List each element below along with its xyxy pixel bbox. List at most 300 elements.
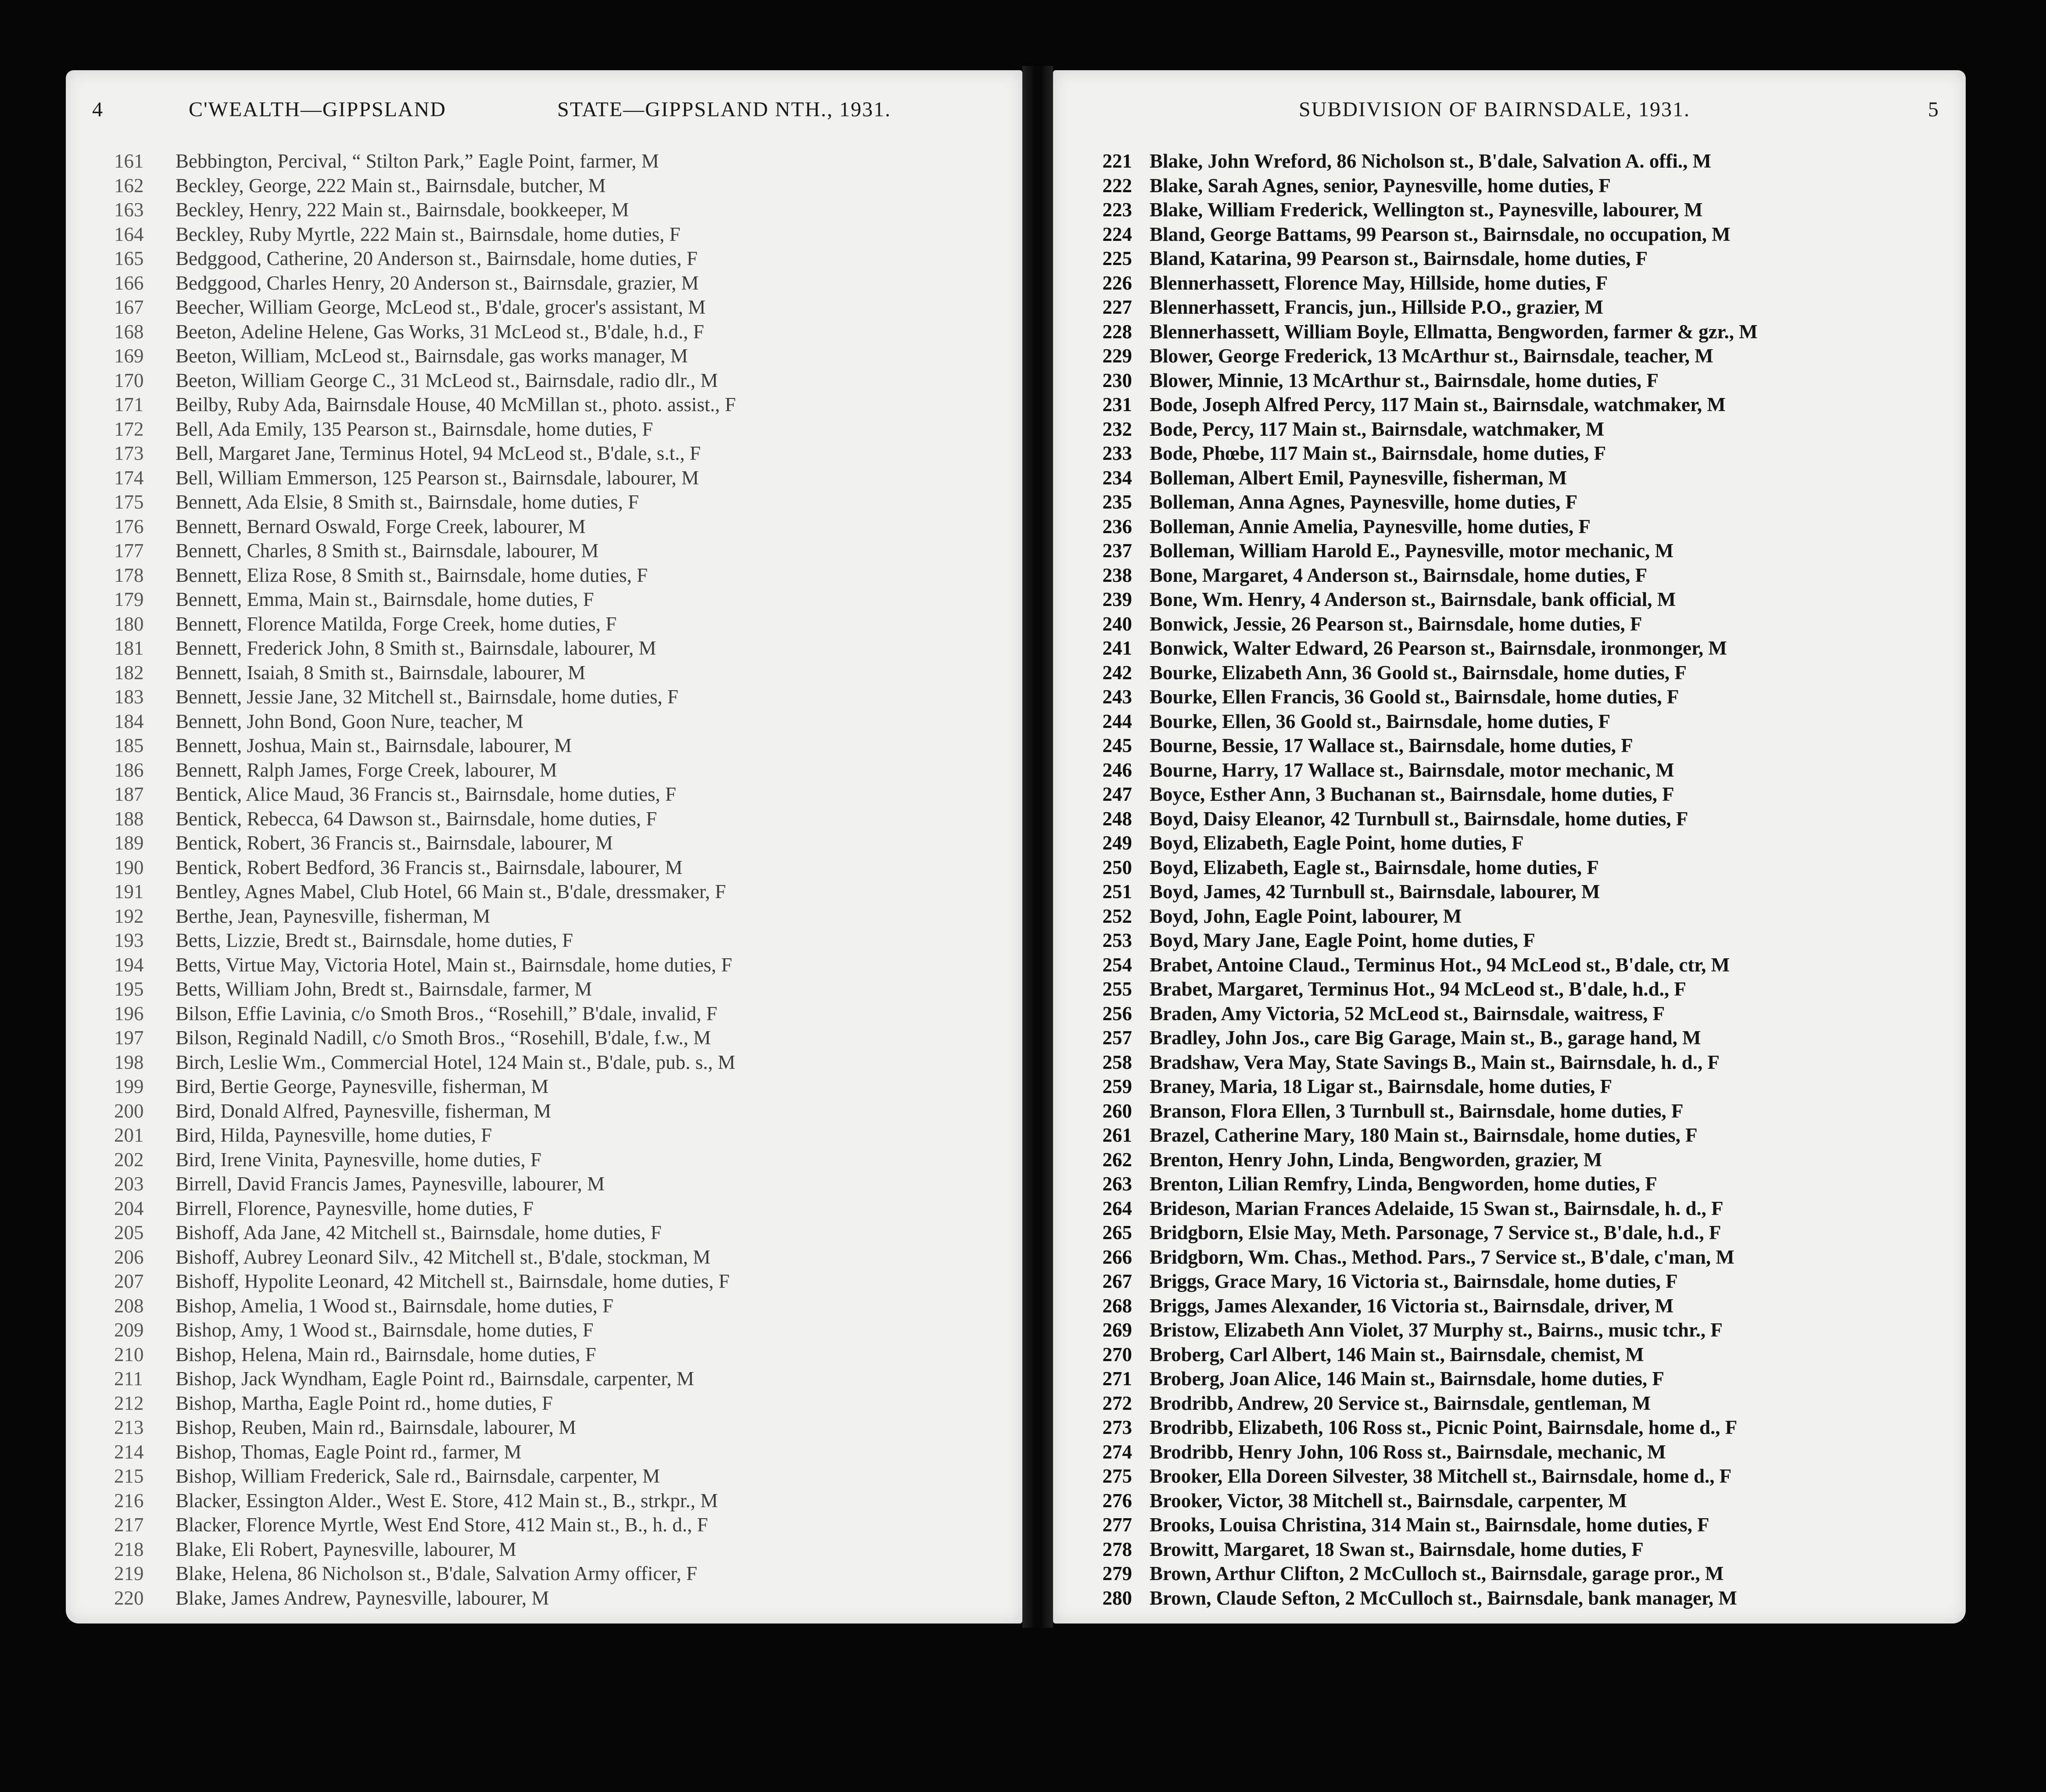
entry-text: Brooker, Ella Doreen Silvester, 38 Mitchell st., Bairnsdale, home d., F <box>1150 1465 1732 1487</box>
entry-number: 207 <box>114 1270 144 1292</box>
entry-text: Bishoff, Ada Jane, 42 Mitchell st., Bairnsdale, home duties, F <box>176 1222 662 1244</box>
entry-number: 216 <box>114 1489 144 1512</box>
entry-text: Blennerhassett, William Boyle, Ellmatta, Bengworden, farmer & gzr., M <box>1150 320 1758 343</box>
elector-entry <box>66 198 1022 222</box>
entry-text: Birch, Leslie Wm., Commercial Hotel, 124 Main st., B'dale, pub. s., M <box>176 1051 735 1073</box>
entry-number: 197 <box>114 1027 144 1049</box>
elector-entry <box>66 1416 1022 1440</box>
elector-entry <box>1053 393 1966 417</box>
elector-entry <box>1053 904 1966 929</box>
entry-text: Bland, George Battams, 99 Pearson st., Bairnsdale, no occupation, M <box>1150 223 1731 245</box>
entry-text: Bourne, Harry, 17 Wallace st., Bairnsdale, motor mechanic, M <box>1150 759 1674 781</box>
elector-entry <box>1053 710 1966 734</box>
entry-text: Bonwick, Walter Edward, 26 Pearson st., Bairnsdale, ironmonger, M <box>1150 637 1727 659</box>
entry-number: 200 <box>114 1100 144 1122</box>
elector-entry <box>1053 1367 1966 1391</box>
entry-text: Bennett, Charles, 8 Smith st., Bairnsdale, labourer, M <box>176 540 599 562</box>
elector-entry <box>1053 1538 1966 1562</box>
elector-entry <box>66 1343 1022 1367</box>
entry-text: Bishop, Amy, 1 Wood st., Bairnsdale, home duties, F <box>176 1319 594 1341</box>
entry-text: Brenton, Lilian Remfry, Linda, Bengworden, home duties, F <box>1150 1173 1657 1195</box>
entry-number: 237 <box>1102 540 1132 562</box>
elector-entry <box>1053 1075 1966 1099</box>
entry-text: Bone, Margaret, 4 Anderson st., Bairnsdale, home duties, F <box>1150 564 1648 586</box>
entry-text: Brooks, Louisa Christina, 314 Main st., Bairnsdale, home duties, F <box>1150 1514 1709 1536</box>
entry-number: 179 <box>114 588 144 610</box>
entry-number: 173 <box>114 442 144 464</box>
entry-text: Bentick, Rebecca, 64 Dawson st., Bairnsdale, home duties, F <box>176 807 657 830</box>
entry-number: 269 <box>1102 1319 1132 1341</box>
entry-text: Bone, Wm. Henry, 4 Anderson st., Bairnsdale, bank official, M <box>1150 588 1676 610</box>
elector-entry <box>66 1026 1022 1050</box>
entry-number: 253 <box>1102 929 1132 951</box>
entry-text: Beilby, Ruby Ada, Bairnsdale House, 40 McMillan st., photo. assist., F <box>176 394 736 416</box>
entry-number: 190 <box>114 856 144 878</box>
entry-text: Briggs, Grace Mary, 16 Victoria st., Bairnsdale, home duties, F <box>1150 1270 1678 1292</box>
elector-entry <box>1053 417 1966 442</box>
entry-text: Blake, Sarah Agnes, senior, Paynesville, home duties, F <box>1150 174 1611 197</box>
entry-number: 222 <box>1102 174 1132 197</box>
entry-number: 185 <box>114 735 144 756</box>
elector-entry <box>66 831 1022 856</box>
elector-entry <box>1053 1002 1966 1026</box>
entry-number: 164 <box>114 223 144 245</box>
entry-text: Bebbington, Percival, “ Stilton Park,” Eagle Point, farmer, M <box>176 150 659 172</box>
entry-number: 278 <box>1102 1538 1132 1560</box>
entry-text: Bennett, Bernard Oswald, Forge Creek, labourer, M <box>176 515 586 538</box>
entry-number: 241 <box>1102 637 1132 659</box>
elector-entry <box>1053 466 1966 491</box>
elector-entry <box>66 490 1022 515</box>
entry-number: 260 <box>1102 1100 1132 1122</box>
elector-entry <box>66 563 1022 588</box>
entry-text: Brenton, Henry John, Linda, Bengworden, grazier, M <box>1150 1148 1602 1171</box>
entry-number: 188 <box>114 807 144 830</box>
elector-entry <box>66 1269 1022 1294</box>
entry-number: 186 <box>114 759 144 781</box>
entry-number: 169 <box>114 345 144 367</box>
entry-number: 247 <box>1102 783 1132 805</box>
elector-entry <box>66 1562 1022 1586</box>
entry-number: 172 <box>114 418 144 440</box>
entry-text: Boyd, James, 42 Turnbull st., Bairnsdale, labourer, M <box>1150 881 1600 903</box>
elector-entry <box>66 734 1022 758</box>
elector-entry <box>66 247 1022 271</box>
entry-number: 210 <box>114 1343 144 1366</box>
entry-number: 201 <box>114 1124 144 1146</box>
entry-text: Bishop, Jack Wyndham, Eagle Point rd., Bairnsdale, carpenter, M <box>176 1368 694 1390</box>
elector-entry <box>1053 758 1966 783</box>
entry-number: 259 <box>1102 1075 1132 1097</box>
entry-text: Bode, Joseph Alfred Percy, 117 Main st., Bairnsdale, watchmaker, M <box>1150 394 1726 416</box>
entry-number: 223 <box>1102 199 1132 221</box>
entry-text: Boyd, Elizabeth, Eagle st., Bairnsdale, home duties, F <box>1150 856 1599 878</box>
elector-entry <box>66 928 1022 953</box>
elector-entry <box>66 1172 1022 1197</box>
entry-number: 243 <box>1102 686 1132 708</box>
entry-number: 191 <box>114 881 144 903</box>
elector-entry <box>1053 1562 1966 1586</box>
entry-number: 209 <box>114 1319 144 1341</box>
entry-number: 227 <box>1102 296 1132 318</box>
elector-entry <box>1053 1123 1966 1148</box>
entry-number: 255 <box>1102 978 1132 1000</box>
entry-text: Bell, Margaret Jane, Terminus Hotel, 94 McLeod st., B'dale, s.t., F <box>176 442 701 464</box>
elector-entry <box>1053 685 1966 710</box>
entry-number: 256 <box>1102 1002 1132 1025</box>
entry-text: Bridgborn, Elsie May, Meth. Parsonage, 7 Service st., B'dale, h.d., F <box>1150 1222 1721 1244</box>
entry-text: Bridgborn, Wm. Chas., Method. Pars., 7 Service st., B'dale, c'man, M <box>1150 1246 1734 1268</box>
elector-entry <box>1053 953 1966 978</box>
entry-number: 274 <box>1102 1441 1132 1463</box>
entry-text: Bourne, Bessie, 17 Wallace st., Bairnsdale, home duties, F <box>1150 735 1633 756</box>
elector-entry <box>1053 198 1966 222</box>
entry-number: 178 <box>114 564 144 586</box>
elector-entry <box>66 1464 1022 1489</box>
entry-text: Boyd, John, Eagle Point, labourer, M <box>1150 905 1462 927</box>
elector-entry <box>66 856 1022 880</box>
entry-number: 162 <box>114 174 144 197</box>
entry-text: Beecher, William George, McLeod st., B'dale, grocer's assistant, M <box>176 296 706 318</box>
elector-entry <box>66 1075 1022 1099</box>
entry-number: 167 <box>114 296 144 318</box>
book-gutter <box>1022 66 1053 1628</box>
elector-entry <box>66 1294 1022 1319</box>
entry-number: 213 <box>114 1416 144 1438</box>
entry-text: Brodribb, Elizabeth, 106 Ross st., Picnic Point, Bairnsdale, home d., F <box>1150 1416 1738 1438</box>
elector-entry <box>1053 1269 1966 1294</box>
entry-number: 249 <box>1102 832 1132 854</box>
elector-entry <box>1053 1391 1966 1416</box>
elector-entry <box>66 539 1022 563</box>
entry-text: Beeton, Adeline Helene, Gas Works, 31 McLeod st., B'dale, h.d., F <box>176 320 704 343</box>
elector-entry <box>1053 831 1966 856</box>
entry-text: Blower, George Frederick, 13 McArthur st., Bairnsdale, teacher, M <box>1150 345 1713 367</box>
entry-number: 193 <box>114 929 144 951</box>
entry-text: Bentick, Robert Bedford, 36 Francis st., Bairnsdale, labourer, M <box>176 856 683 878</box>
elector-entry <box>66 271 1022 296</box>
entry-number: 279 <box>1102 1563 1132 1584</box>
elector-entry <box>1053 369 1966 393</box>
elector-entry <box>66 588 1022 612</box>
entry-text: Boyce, Esther Ann, 3 Buchanan st., Bairnsdale, home duties, F <box>1150 783 1674 805</box>
header-electorate: C'WEALTH—GIPPSLAND <box>189 98 446 121</box>
elector-entry <box>66 174 1022 198</box>
header-subdivision: SUBDIVISION OF BAIRNSDALE, 1931. <box>1299 98 1691 121</box>
entry-text: Bode, Phœbe, 117 Main st., Bairnsdale, home duties, F <box>1150 442 1606 464</box>
elector-entry <box>66 710 1022 734</box>
entry-number: 251 <box>1102 881 1132 903</box>
entry-text: Briggs, James Alexander, 16 Victoria st., Bairnsdale, driver, M <box>1150 1294 1674 1317</box>
entry-number: 205 <box>114 1222 144 1244</box>
entry-text: Bird, Irene Vinita, Paynesville, home duties, F <box>176 1148 541 1171</box>
entry-number: 195 <box>114 978 144 1000</box>
elector-entry <box>66 807 1022 831</box>
entry-text: Bilson, Effie Lavinia, c/o Smoth Bros., “Rosehill,” B'dale, invalid, F <box>176 1002 717 1025</box>
entry-number: 258 <box>1102 1051 1132 1073</box>
entry-text: Bennett, Eliza Rose, 8 Smith st., Bairnsdale, home duties, F <box>176 564 648 586</box>
entry-number: 250 <box>1102 856 1132 878</box>
elector-entry <box>1053 1245 1966 1270</box>
entry-number: 224 <box>1102 223 1132 245</box>
entry-text: Bourke, Ellen Francis, 36 Goold st., Bairnsdale, home duties, F <box>1150 686 1679 708</box>
elector-entry <box>1053 612 1966 637</box>
elector-entry <box>1053 1026 1966 1050</box>
elector-entry <box>1053 928 1966 953</box>
entry-number: 235 <box>1102 491 1132 513</box>
elector-entry <box>1053 734 1966 758</box>
entry-number: 168 <box>114 320 144 343</box>
elector-entry <box>1053 1172 1966 1197</box>
elector-entry <box>66 393 1022 417</box>
elector-entry <box>1053 174 1966 198</box>
elector-entry <box>1053 880 1966 904</box>
entry-number: 264 <box>1102 1197 1132 1219</box>
elector-entry <box>1053 661 1966 685</box>
entry-text: Bode, Percy, 117 Main st., Bairnsdale, watchmaker, M <box>1150 418 1605 440</box>
entry-number: 206 <box>114 1246 144 1268</box>
elector-entry <box>1053 1489 1966 1513</box>
entry-number: 275 <box>1102 1465 1132 1487</box>
elector-entry <box>66 1586 1022 1611</box>
elector-entry <box>66 1099 1022 1124</box>
elector-entry <box>66 904 1022 929</box>
entry-number: 245 <box>1102 735 1132 756</box>
right-page <box>1053 70 1966 1624</box>
entry-text: Blennerhassett, Francis, jun., Hillside P.O., grazier, M <box>1150 296 1604 318</box>
entry-text: Bennett, Isaiah, 8 Smith st., Bairnsdale, labourer, M <box>176 661 586 684</box>
entry-number: 248 <box>1102 807 1132 830</box>
elector-entry <box>66 149 1022 174</box>
entry-text: Beeton, William George C., 31 McLeod st., Bairnsdale, radio dlr., M <box>176 369 718 391</box>
entry-number: 183 <box>114 686 144 708</box>
entry-text: Bishop, Thomas, Eagle Point rd., farmer, M <box>176 1441 522 1463</box>
entry-number: 268 <box>1102 1294 1132 1317</box>
entry-number: 176 <box>114 515 144 538</box>
entry-number: 196 <box>114 1002 144 1025</box>
entry-number: 170 <box>114 369 144 391</box>
entry-text: Bentick, Alice Maud, 36 Francis st., Bairnsdale, home duties, F <box>176 783 677 805</box>
entry-text: Bland, Katarina, 99 Pearson st., Bairnsdale, home duties, F <box>1150 247 1648 269</box>
entry-number: 272 <box>1102 1392 1132 1414</box>
entry-text: Bird, Bertie George, Paynesville, fisherman, M <box>176 1075 549 1097</box>
entry-text: Bennett, Jessie Jane, 32 Mitchell st., Bairnsdale, home duties, F <box>176 686 679 708</box>
elector-entry <box>66 636 1022 661</box>
elector-entry <box>1053 977 1966 1002</box>
entry-number: 171 <box>114 394 144 416</box>
entry-number: 280 <box>1102 1587 1132 1609</box>
entry-text: Bishop, William Frederick, Sale rd., Bairnsdale, carpenter, M <box>176 1465 660 1487</box>
right-page-header <box>1079 97 1939 128</box>
entry-number: 180 <box>114 613 144 635</box>
entry-number: 240 <box>1102 613 1132 635</box>
entry-number: 184 <box>114 710 144 732</box>
elector-entry <box>66 880 1022 904</box>
entry-text: Bolleman, Albert Emil, Paynesville, fisherman, M <box>1150 466 1567 489</box>
entry-text: Bell, William Emmerson, 125 Pearson st., Bairnsdale, labourer, M <box>176 466 699 489</box>
entry-text: Betts, Lizzie, Bredt st., Bairnsdale, home duties, F <box>176 929 573 951</box>
elector-entry <box>1053 1464 1966 1489</box>
elector-entry <box>66 782 1022 807</box>
elector-entry <box>1053 515 1966 539</box>
entry-text: Brodribb, Andrew, 20 Service st., Bairnsdale, gentleman, M <box>1150 1392 1651 1414</box>
entry-text: Brooker, Victor, 38 Mitchell st., Bairnsdale, carpenter, M <box>1150 1489 1627 1512</box>
entry-number: 225 <box>1102 247 1132 269</box>
entry-text: Bishoff, Hypolite Leonard, 42 Mitchell st., Bairnsdale, home duties, F <box>176 1270 730 1292</box>
entry-text: Blake, William Frederick, Wellington st., Paynesville, labourer, M <box>1150 199 1703 221</box>
entry-number: 175 <box>114 491 144 513</box>
entry-text: Bolleman, Anna Agnes, Paynesville, home duties, F <box>1150 491 1578 513</box>
entry-text: Blower, Minnie, 13 McArthur st., Bairnsdale, home duties, F <box>1150 369 1659 391</box>
entry-text: Bradshaw, Vera May, State Savings B., Main st., Bairnsdale, h. d., F <box>1150 1051 1720 1073</box>
entry-text: Bedggood, Charles Henry, 20 Anderson st., Bairnsdale, grazier, M <box>176 272 699 294</box>
elector-list <box>66 149 1022 1610</box>
entry-text: Bentick, Robert, 36 Francis st., Bairnsdale, labourer, M <box>176 832 613 854</box>
elector-entry <box>66 1050 1022 1075</box>
entry-text: Bennett, Joshua, Main st., Bairnsdale, labourer, M <box>176 735 572 756</box>
entry-number: 232 <box>1102 418 1132 440</box>
entry-text: Bird, Donald Alfred, Paynesville, fisherman, M <box>176 1100 552 1122</box>
entry-text: Bishop, Helena, Main rd., Bairnsdale, home duties, F <box>176 1343 596 1366</box>
entry-text: Bradley, John Jos., care Big Garage, Main st., B., garage hand, M <box>1150 1027 1701 1049</box>
elector-entry <box>66 758 1022 783</box>
entry-number: 233 <box>1102 442 1132 464</box>
entry-number: 239 <box>1102 588 1132 610</box>
entry-number: 182 <box>114 661 144 684</box>
elector-entry <box>66 441 1022 466</box>
entry-number: 181 <box>114 637 144 659</box>
entry-number: 221 <box>1102 150 1132 172</box>
entry-text: Bedggood, Catherine, 20 Anderson st., Bairnsdale, home duties, F <box>176 247 698 269</box>
entry-number: 194 <box>114 953 144 976</box>
elector-entry <box>66 977 1022 1002</box>
elector-entry <box>66 1489 1022 1513</box>
entry-number: 217 <box>114 1514 144 1536</box>
elector-entry <box>66 1245 1022 1270</box>
entry-number: 230 <box>1102 369 1132 391</box>
entry-text: Birrell, Florence, Paynesville, home duties, F <box>176 1197 534 1219</box>
entry-number: 242 <box>1102 661 1132 684</box>
entry-number: 187 <box>114 783 144 805</box>
entry-text: Brodribb, Henry John, 106 Ross st., Bairnsdale, mechanic, M <box>1150 1441 1666 1463</box>
entry-text: Braney, Maria, 18 Ligar st., Bairnsdale, home duties, F <box>1150 1075 1612 1097</box>
entry-text: Broberg, Joan Alice, 146 Main st., Bairnsdale, home duties, F <box>1150 1368 1664 1390</box>
elector-entry <box>66 1538 1022 1562</box>
entry-text: Bentley, Agnes Mabel, Club Hotel, 66 Main st., B'dale, dressmaker, F <box>176 881 726 903</box>
entry-number: 215 <box>114 1465 144 1487</box>
elector-entry <box>1053 588 1966 612</box>
elector-entry <box>1053 320 1966 344</box>
elector-entry <box>1053 1586 1966 1611</box>
elector-entry <box>66 661 1022 685</box>
entry-number: 165 <box>114 247 144 269</box>
entry-number: 218 <box>114 1538 144 1560</box>
entry-number: 231 <box>1102 394 1132 416</box>
elector-entry <box>1053 856 1966 880</box>
elector-entry <box>1053 1513 1966 1538</box>
left-page <box>66 70 1022 1624</box>
elector-entry <box>1053 782 1966 807</box>
entry-text: Birrell, David Francis James, Paynesville, labourer, M <box>176 1173 605 1195</box>
entry-text: Blacker, Essington Alder., West E. Store, 412 Main st., B., strkpr., M <box>176 1489 718 1512</box>
entry-number: 262 <box>1102 1148 1132 1171</box>
entry-text: Bennett, Ada Elsie, 8 Smith st., Bairnsdale, home duties, F <box>176 491 639 513</box>
entry-text: Brideson, Marian Frances Adelaide, 15 Swan st., Bairnsdale, h. d., F <box>1150 1197 1724 1219</box>
entry-text: Bird, Hilda, Paynesville, home duties, F <box>176 1124 492 1146</box>
elector-list <box>1053 149 1966 1610</box>
entry-text: Bourke, Elizabeth Ann, 36 Goold st., Bairnsdale, home duties, F <box>1150 661 1687 684</box>
entry-number: 177 <box>114 540 144 562</box>
elector-entry <box>66 1318 1022 1343</box>
elector-entry <box>1053 1343 1966 1367</box>
elector-entry <box>66 466 1022 491</box>
elector-entry <box>1053 441 1966 466</box>
entry-text: Browitt, Margaret, 18 Swan st., Bairnsdale, home duties, F <box>1150 1538 1644 1560</box>
entry-text: Bennett, Florence Matilda, Forge Creek, home duties, F <box>176 613 617 635</box>
entry-text: Blake, Helena, 86 Nicholson st., B'dale, Salvation Army officer, F <box>176 1563 698 1584</box>
entry-text: Boyd, Elizabeth, Eagle Point, home duties, F <box>1150 832 1524 854</box>
entry-text: Beeton, William, McLeod st., Bairnsdale, gas works manager, M <box>176 345 688 367</box>
entry-text: Brown, Arthur Clifton, 2 McCulloch st., Bairnsdale, garage pror., M <box>1150 1563 1724 1584</box>
entry-number: 236 <box>1102 515 1132 538</box>
entry-text: Brazel, Catherine Mary, 180 Main st., Bairnsdale, home duties, F <box>1150 1124 1698 1146</box>
entry-text: Bourke, Ellen, 36 Goold st., Bairnsdale, home duties, F <box>1150 710 1611 732</box>
entry-number: 261 <box>1102 1124 1132 1146</box>
entry-text: Betts, William John, Bredt st., Bairnsdale, farmer, M <box>176 978 592 1000</box>
entry-text: Branson, Flora Ellen, 3 Turnbull st., Bairnsdale, home duties, F <box>1150 1100 1684 1122</box>
entry-text: Bristow, Elizabeth Ann Violet, 37 Murphy st., Bairns., music tchr., F <box>1150 1319 1723 1341</box>
entry-number: 204 <box>114 1197 144 1219</box>
entry-text: Bennett, John Bond, Goon Nure, teacher, M <box>176 710 524 732</box>
elector-entry <box>66 1440 1022 1465</box>
elector-entry <box>1053 1099 1966 1124</box>
entry-text: Blake, John Wreford, 86 Nicholson st., B'dale, Salvation A. offi., M <box>1150 150 1712 172</box>
entry-text: Blake, James Andrew, Paynesville, labourer, M <box>176 1587 549 1609</box>
elector-entry <box>66 222 1022 247</box>
elector-entry <box>1053 563 1966 588</box>
entry-text: Bonwick, Jessie, 26 Pearson st., Bairnsdale, home duties, F <box>1150 613 1642 635</box>
elector-entry <box>66 515 1022 539</box>
entry-text: Boyd, Mary Jane, Eagle Point, home duties, F <box>1150 929 1535 951</box>
entry-text: Bolleman, William Harold E., Paynesville, motor mechanic, M <box>1150 540 1674 562</box>
entry-number: 163 <box>114 199 144 221</box>
elector-entry <box>1053 149 1966 174</box>
entry-number: 219 <box>114 1563 144 1584</box>
entry-text: Brown, Claude Sefton, 2 McCulloch st., Bairnsdale, bank manager, M <box>1150 1587 1737 1609</box>
elector-entry <box>1053 1440 1966 1465</box>
entry-number: 276 <box>1102 1489 1132 1512</box>
entry-text: Brabet, Margaret, Terminus Hot., 94 McLeod st., B'dale, h.d., F <box>1150 978 1686 1000</box>
elector-entry <box>1053 636 1966 661</box>
elector-entry <box>1053 1294 1966 1319</box>
entry-number: 252 <box>1102 905 1132 927</box>
entry-number: 203 <box>114 1173 144 1195</box>
entry-number: 270 <box>1102 1343 1132 1366</box>
left-page-header <box>92 97 996 128</box>
entry-text: Berthe, Jean, Paynesville, fisherman, M <box>176 905 491 927</box>
entry-number: 271 <box>1102 1368 1132 1390</box>
entry-text: Bishop, Reuben, Main rd., Bairnsdale, labourer, M <box>176 1416 577 1438</box>
entry-number: 244 <box>1102 710 1132 732</box>
entry-text: Bolleman, Annie Amelia, Paynesville, home duties, F <box>1150 515 1591 538</box>
entry-text: Bishoff, Aubrey Leonard Silv., 42 Mitchell st., B'dale, stockman, M <box>176 1246 711 1268</box>
page-number: 5 <box>1928 98 1939 121</box>
entry-number: 254 <box>1102 953 1132 976</box>
elector-entry <box>66 369 1022 393</box>
entry-text: Broberg, Carl Albert, 146 Main st., Bairnsdale, chemist, M <box>1150 1343 1644 1366</box>
elector-entry <box>1053 490 1966 515</box>
elector-entry <box>66 344 1022 369</box>
